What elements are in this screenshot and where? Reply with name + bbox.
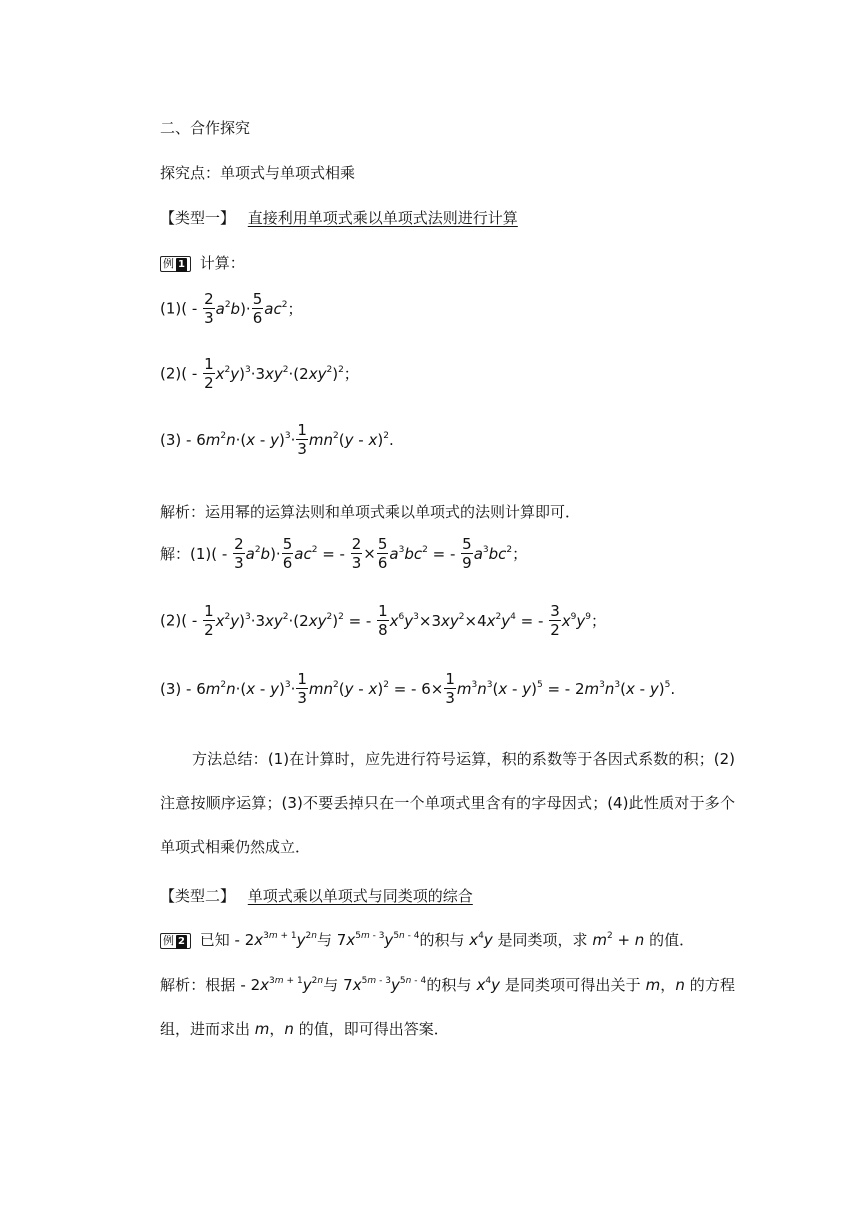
type1-title: 直接利用单项式乘以单项式法则进行计算 xyxy=(247,209,518,227)
example1-solution2: (2)( - $\frac{1}{2}$ $x^2y)^3\cdot 3xy^2\cdot(2xy^2)^2$ = - $\frac{1}{8}$ $x^6y^3\times 3xy^2\times 4x^2y^4$ = - $\frac{3}{2}$ $x^9y^9$； xyxy=(160,602,606,639)
example2-badge: 例 2 xyxy=(160,933,191,949)
topic-heading: 探究点：单项式与单项式相乘 xyxy=(160,164,356,182)
example1-solution3: $(3) - 6m^2n\cdot(x - y)^3\cdot$ $\frac{1}{3}$ $mn^2(y - x)^2$ = - 6× $\frac{1}{3}$ $m^3n^3(x - y)^5$ = - $2m^3n^3(x - y)^5$. xyxy=(160,670,676,707)
example1-prompt-line xyxy=(160,253,245,273)
section-title: 二、合作探究 xyxy=(160,119,251,137)
example1-prompt: 计算： xyxy=(199,254,245,272)
example2-question-line: 例 2 已知 - $2x^{3m + 1}y^{2n}$与 $7x^{5m - 3}y^{5n - 4}$的积与 $x^4y$ 是同类项，求 $m^2 + n$ 的值． xyxy=(160,930,694,950)
example1-analysis: 解析：运用幂的运算法则和单项式乘以单项式的法则计算即可． xyxy=(160,503,581,521)
example1-q2: (2)( - $\frac{1}{2}$ $x^2y)^3\cdot 3xy^2\cdot(2xy^2)^2$； xyxy=(160,355,359,392)
type1-heading xyxy=(160,208,518,228)
example2-analysis: 解析：根据 - $2x^{3m + 1}y^{2n}$与 $7x^{5m - 3}y^{5n - 4}$的积与 $x^4y$ 是同类项可得出关于 m，n 的方程组，进而求出 m，n 的值，即可得出答案． xyxy=(160,976,735,1038)
example1-solution1: 解：(1)( - $\frac{2}{3}$ $a^2b)\cdot$ $\frac{5}{6}$ $ac^2$ = - $\frac{2}{3}$ × $\frac{5}{6}$ $a^3bc^2$ = - $\frac{5}{9}$ $a^3bc^2$； xyxy=(160,535,528,572)
type1-bracket: 【类型一】 xyxy=(160,209,236,227)
type2-bracket: 【类型二】 xyxy=(160,887,236,905)
method-summary: 方法总结：(1)在计算时，应先进行符号运算，积的系数等于各因式系数的积；(2)注意按顺序运算；(3)不要丢掉只在一个单项式里含有的字母因式；(4)此性质对于多个单项式相乘仍然成立． xyxy=(160,750,735,856)
type2-title: 单项式乘以单项式与同类项的综合 xyxy=(247,887,473,905)
example1-q3: $(3) - 6m^2n\cdot(x - y)^3\cdot$ $\frac{1}{3}$ $mn^2(y - x)^2$. xyxy=(160,421,394,458)
example1-q1: (1)( - $\frac{2}{3}$ $a^2b)\cdot$ $\frac{5}{6}$ $ac^2$； xyxy=(160,290,303,327)
example1-badge: 例 1 xyxy=(160,256,191,272)
type2-heading xyxy=(160,886,473,906)
